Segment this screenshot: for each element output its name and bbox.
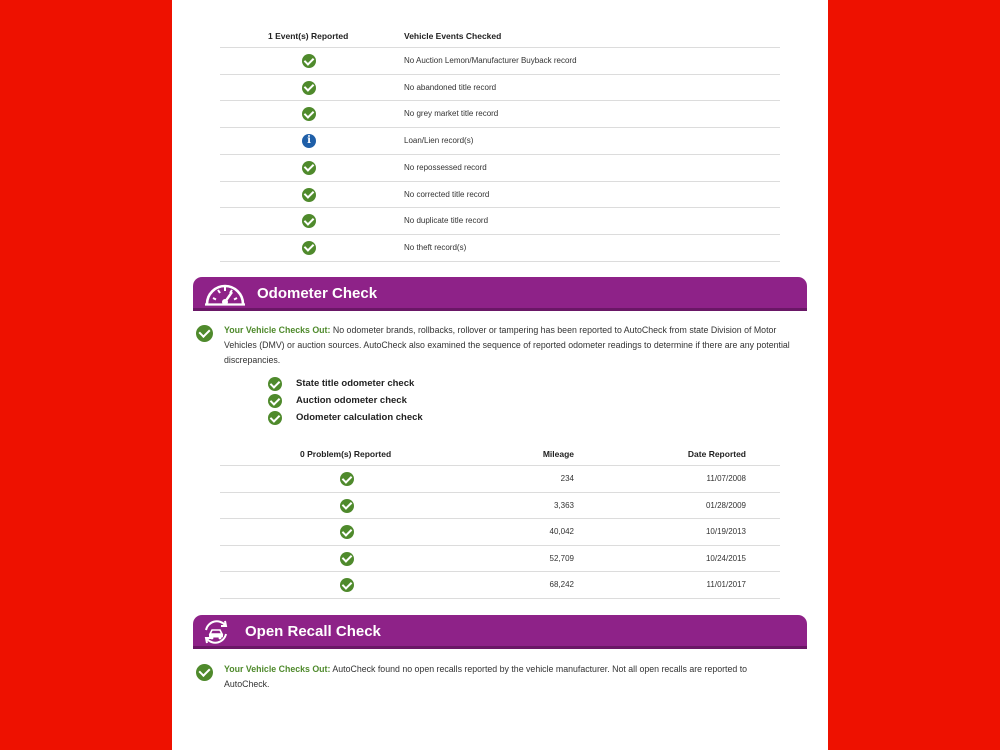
odometer-subcheck-label: State title odometer check (296, 378, 415, 389)
open-recall-title: Open Recall Check (245, 623, 381, 640)
check-icon (340, 578, 354, 592)
check-icon (268, 394, 282, 408)
event-row-text: No duplicate title record (404, 216, 489, 226)
table-row-divider (220, 154, 780, 155)
odometer-date-reported: 10/19/2013 (705, 527, 746, 536)
event-row-text: Loan/Lien record(s) (404, 136, 474, 146)
table-row-divider (220, 545, 780, 546)
odometer-subcheck-label: Auction odometer check (296, 395, 407, 406)
events-header-left: 1 Event(s) Reported (268, 31, 349, 41)
recall-summary (224, 662, 794, 692)
table-row-divider (220, 571, 780, 572)
table-divider (220, 465, 780, 466)
event-row-text: No repossessed record (404, 162, 487, 172)
odometer-date-reported: 01/28/2009 (705, 500, 746, 510)
recall-summary-text: AutoCheck found no open recalls reported by the vehicle manufacturer. Not all open recalls are reported to AutoCheck. (224, 664, 748, 689)
check-icon (302, 81, 316, 95)
odometer-header-problems: 0 Problem(s) Reported (300, 449, 392, 459)
odometer-summary-text: No odometer brands, rollbacks, rollover or tampering has been reported to AutoCheck from state Division of Motor Vehicles (DMV) or auction sources. AutoCheck also examined the sequence of reported odometer readings to determine if there are any potential discrepancies. (224, 325, 790, 365)
odometer-check-banner (193, 277, 807, 311)
odometer-header-date: Date Reported (687, 449, 746, 459)
check-icon (340, 499, 354, 513)
check-icon (302, 161, 316, 175)
check-icon (340, 525, 354, 539)
info-icon (302, 134, 316, 148)
table-row-divider (220, 261, 780, 262)
odometer-mileage: 52,709 (549, 553, 574, 563)
table-row-divider (220, 234, 780, 235)
table-row-divider (220, 127, 780, 128)
odometer-mileage: 3,363 (553, 500, 574, 510)
event-row-text: No grey market title record (404, 109, 499, 119)
check-icon (340, 472, 354, 486)
table-row-divider (220, 518, 780, 519)
table-divider (220, 47, 780, 48)
check-icon (302, 188, 316, 202)
table-row-divider (220, 181, 780, 182)
odometer-date-reported: 10/24/2015 (705, 553, 746, 563)
event-row-text: No Auction Lemon/Manufacturer Buyback record (404, 56, 577, 65)
check-icon (302, 241, 316, 255)
odometer-header-mileage: Mileage (542, 449, 574, 459)
odometer-subcheck-label: Odometer calculation check (296, 412, 423, 423)
table-row-divider (220, 74, 780, 75)
check-icon (196, 325, 213, 342)
odometer-summary-lead: Your Vehicle Checks Out: (224, 325, 331, 335)
table-row-divider (220, 492, 780, 493)
event-row-text: No theft record(s) (404, 242, 467, 252)
open-recall-banner (193, 615, 807, 649)
odometer-mileage: 68,242 (549, 580, 574, 589)
table-row-divider (220, 100, 780, 101)
odometer-mileage: 40,042 (549, 527, 574, 536)
table-row-divider (220, 598, 780, 599)
odometer-mileage: 234 (560, 474, 574, 483)
check-icon (302, 54, 316, 68)
car-recall-icon (202, 619, 230, 645)
event-row-text: No abandoned title record (404, 82, 497, 92)
odometer-date-reported: 11/07/2008 (706, 474, 746, 483)
check-icon (268, 411, 282, 425)
odometer-summary (224, 323, 794, 368)
table-row-divider (220, 207, 780, 208)
check-icon (196, 664, 213, 681)
check-icon (268, 377, 282, 391)
odometer-gauge-icon (202, 280, 248, 307)
events-header-right: Vehicle Events Checked (404, 31, 502, 41)
check-icon (340, 552, 354, 566)
odometer-check-title: Odometer Check (257, 285, 378, 302)
event-row-text: No corrected title record (404, 189, 490, 199)
odometer-date-reported: 11/01/2017 (706, 580, 746, 589)
recall-summary-lead: Your Vehicle Checks Out: (224, 664, 331, 674)
